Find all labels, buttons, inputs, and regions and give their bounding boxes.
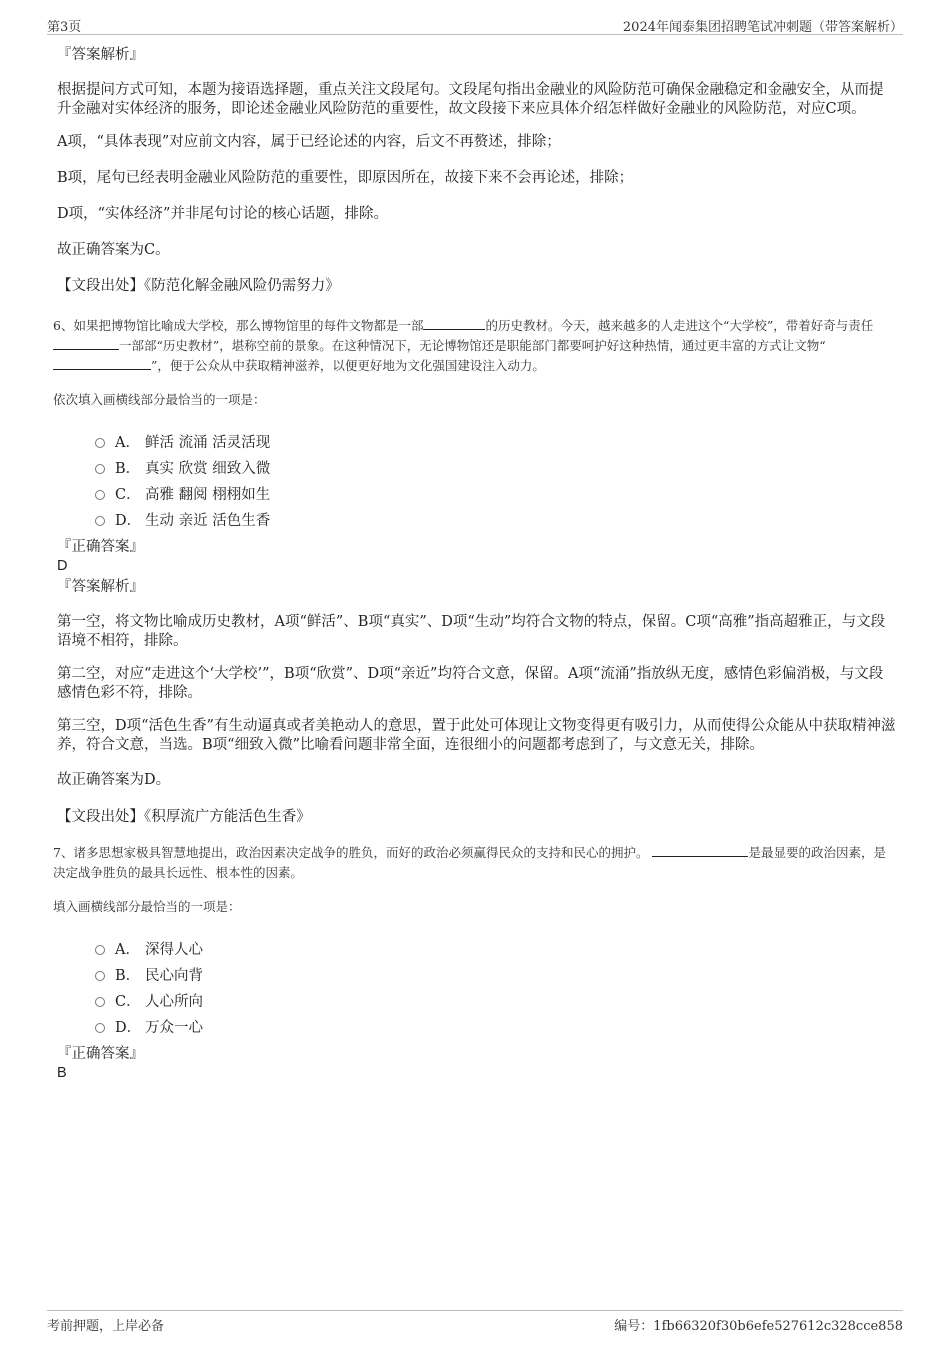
analysis-paragraph: 第二空，对应“走进这个‘大学校’”，B项“欣赏”、D项“亲近”均符合文意，保留。A项“流涌”指放纵无度，感情色彩偏消极，与文段感情色彩不符，排除。 [57, 666, 884, 701]
analysis-paragraph: 第三空，D项“活色生香”有生动逼真或者美艳动人的意思，置于此处可体现让文物变得更有吸引力，从而使得公众能从中获取精神滋养，符合文意，当选。B项“细致入微”比喻看问题非常全面，连很细小的问题都考虑到了，与文意无关，排除。 [57, 718, 896, 753]
page-content [53, 46, 897, 1085]
option-a[interactable]: A． 深得人心 [95, 935, 897, 961]
radio-button-icon[interactable] [95, 490, 105, 500]
option-b[interactable]: B． 民心向背 [95, 961, 897, 987]
correct-answer: D [57, 558, 68, 574]
fill-blank [53, 337, 119, 350]
radio-button-icon[interactable] [95, 945, 105, 955]
correct-answer-tag: 『正确答案』 [57, 539, 144, 555]
analysis-paragraph: B项，尾句已经表明金融业风险防范的重要性，即原因所在，故接下来不会再论述，排除； [57, 170, 634, 186]
question-7-options [95, 935, 897, 1039]
source-citation: 【文段出处】《积厚流广方能活色生香》 [57, 809, 311, 825]
option-b[interactable]: B． 真实 欣赏 细致入微 [95, 454, 897, 480]
final-answer-text: 故正确答案为C。 [57, 242, 170, 258]
analysis-tag: 『答案解析』 [57, 47, 144, 63]
option-d[interactable]: D． 生动 亲近 活色生香 [95, 506, 897, 532]
document-id: 编号：1fb66320f30b6efe527612c328cce858 [614, 1319, 903, 1334]
page-header [47, 14, 903, 35]
radio-button-icon[interactable] [95, 464, 105, 474]
radio-button-icon[interactable] [95, 997, 105, 1007]
fill-blank [652, 844, 748, 857]
page-number: 第3页 [47, 20, 82, 35]
radio-button-icon[interactable] [95, 1023, 105, 1033]
correct-answer-tag: 『正确答案』 [57, 1046, 144, 1062]
fill-blank [53, 357, 151, 370]
analysis-paragraph: 第一空，将文物比喻成历史教材，A项“鲜活”、B项“真实”、D项“生动”均符合文物的特点，保留。C项“高雅”指高超雅正，与文段语境不相符，排除。 [57, 614, 886, 649]
correct-answer: B [57, 1065, 67, 1081]
question-7-stem: 7、诸多思想家极具智慧地提出，政治因素决定战争的胜负，而好的政治必须赢得民众的支持和民心的拥护。 是最显要的政治因素，是决定战争胜负的最具长远性、根本性的因素。 [53, 845, 886, 880]
final-answer-text: 故正确答案为D。 [57, 772, 171, 788]
analysis-paragraph: D项，“实体经济”并非尾句讨论的核心话题，排除。 [57, 206, 388, 222]
option-a[interactable]: A． 鲜活 流涌 活灵活现 [95, 428, 897, 454]
question-prompt: 填入画横线部分最恰当的一项是： [53, 899, 241, 914]
radio-button-icon[interactable] [95, 516, 105, 526]
question-prompt: 依次填入画横线部分最恰当的一项是： [53, 392, 266, 407]
radio-button-icon[interactable] [95, 438, 105, 448]
analysis-tag: 『答案解析』 [57, 579, 144, 595]
option-c[interactable]: C． 高雅 翻阅 栩栩如生 [95, 480, 897, 506]
footer-slogan: 考前押题，上岸必备 [47, 1319, 165, 1334]
page-footer [47, 1310, 903, 1334]
question-6-stem: 6、如果把博物馆比喻成大学校，那么博物馆里的每件文物都是一部 的历史教材。今天，越来越多的人走进这个“大学校”，带着好奇与责任 一部部“历史教材”，堪称空前的景象。在这种情况下，无论博物馆还是职能部门都要呵护好这种热情，通过更丰富的方式让文物“”，便于公众从中获取精神滋养，以便更好地为文化强国建设注入动力。 [53, 318, 874, 373]
analysis-paragraph: A项，“具体表现”对应前文内容，属于已经论述的内容，后文不再赘述，排除； [57, 134, 561, 150]
question-6-options [95, 428, 897, 532]
fill-blank [423, 317, 485, 330]
radio-button-icon[interactable] [95, 971, 105, 981]
option-d[interactable]: D． 万众一心 [95, 1013, 897, 1039]
analysis-paragraph: 根据提问方式可知，本题为接语选择题，重点关注文段尾句。文段尾句指出金融业的风险防范可确保金融稳定和金融安全，从而提升金融对实体经济的服务，即论述金融业风险防范的重要性，故文段接下来应具体介绍怎样做好金融业的风险防范，对应C项。 [57, 82, 884, 117]
source-citation: 【文段出处】《防范化解金融风险仍需努力》 [57, 278, 340, 294]
option-c[interactable]: C． 人心所向 [95, 987, 897, 1013]
document-title: 2024年闻泰集团招聘笔试冲刺题（带答案解析） [622, 20, 903, 35]
